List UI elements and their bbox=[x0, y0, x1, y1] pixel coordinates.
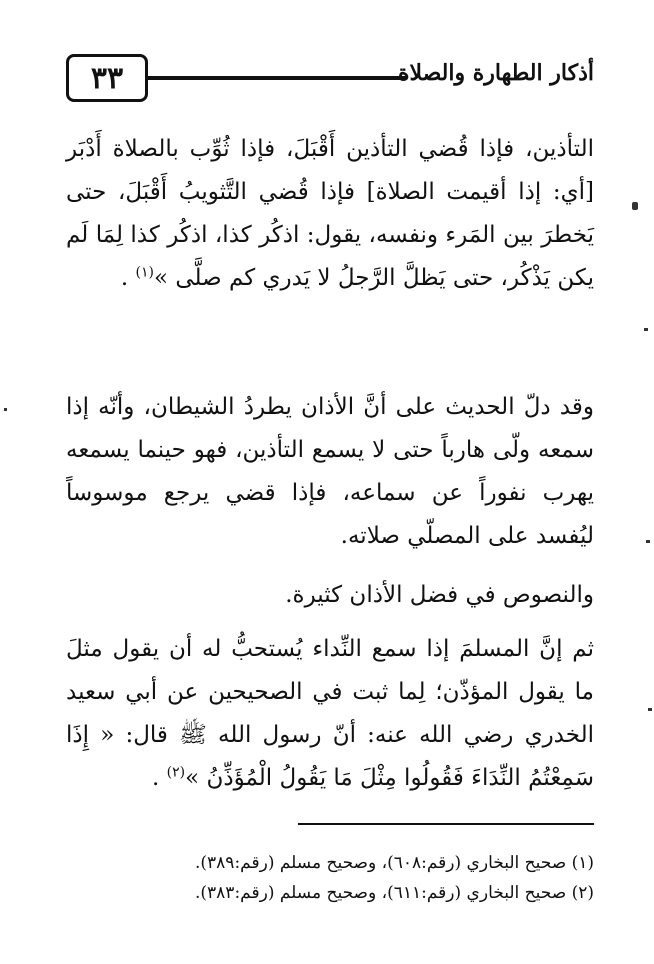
margin-mark bbox=[646, 540, 650, 543]
paragraph-end: . bbox=[120, 265, 136, 291]
page-number: ٣٣ bbox=[90, 60, 124, 96]
margin-mark bbox=[4, 408, 7, 411]
page-number-box bbox=[66, 54, 148, 102]
running-title: أذكار الطهارة والصلاة bbox=[397, 60, 594, 86]
footnote-1: (١) صحيح البخاري (رقم:٦٠٨)، وصحيح مسلم (رقم:٣٨٩). bbox=[195, 853, 594, 873]
paragraph-2 bbox=[66, 386, 594, 558]
footnote-ref-2: (٢) bbox=[166, 764, 186, 781]
paragraph-text: والنصوص في فضل الأذان كثيرة. bbox=[285, 582, 594, 608]
paragraph-4 bbox=[66, 628, 594, 800]
paragraph-3 bbox=[66, 574, 594, 617]
paragraph-text: التأذين، فإذا قُضي التأذين أَقْبَلَ، فإذا ثُوِّب بالصلاة أَدْبَر [أي: إذا أقيمت الصلاة] فإذا قُضي التَّثويبُ أَقْبَلَ، حتى يَخطرَ بين المَرء ونفسه، يقول: اذكُر كذا، اذكُر كذا لِمَا لَم يكن يَذْكُر، حتى يَظلَّ الرَّجلُ لا يَدري كم صلَّى » bbox=[66, 136, 594, 291]
paragraph-1 bbox=[66, 128, 594, 300]
footnote-separator bbox=[298, 823, 594, 825]
footnotes bbox=[66, 848, 594, 908]
paragraph-text: ثم إنَّ المسلمَ إذا سمع النِّداء يُستحبُّ له أن يقول مثلَ ما يقول المؤذّن؛ لِما ثبت في الصحيحين عن أبي سعيد الخدري رضي الله عنه: أنّ رسول الله ﷺ قال: « إِذَا سَمِعْتُمُ النِّدَاءَ فَقُولُوا مِثْلَ مَا يَقُولُ الْمُؤَذِّنُ » bbox=[66, 636, 594, 791]
page-header bbox=[66, 54, 594, 110]
margin-mark bbox=[648, 708, 652, 711]
paragraph-text: وقد دلّ الحديث على أنَّ الأذان يطردُ الشيطان، وأنّه إذا سمعه ولّى هارباً حتى لا يسمع التأذين، فهو حينما يسمعه يهرب نفوراً عن سماعه، فإذا قضي يرجع موسوساً ليُفسد على المصلّي صلاته. bbox=[66, 394, 594, 549]
footnote-2: (٢) صحيح البخاري (رقم:٦١١)، وصحيح مسلم (رقم:٣٨٣). bbox=[195, 883, 594, 903]
footnote-ref-1: (١) bbox=[135, 264, 154, 281]
paragraph-end: . bbox=[151, 765, 167, 791]
margin-mark bbox=[644, 328, 648, 331]
header-rule bbox=[148, 76, 406, 80]
margin-mark bbox=[632, 202, 638, 210]
